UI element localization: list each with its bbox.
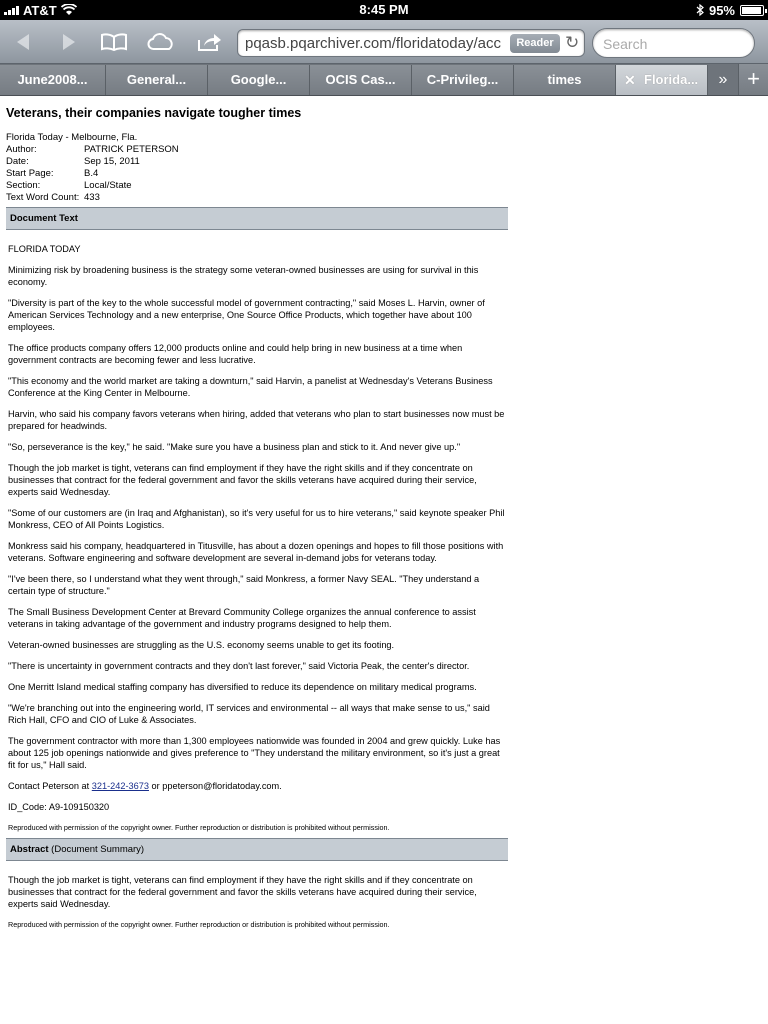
tab-june2008[interactable]: June2008... [0, 65, 106, 95]
tab-c-privileg[interactable]: C-Privileg... [412, 65, 514, 95]
paragraph: "This economy and the world market are taking a downturn," said Harvin, a panelist at Wednesday's Veterans Business Conference at the King Center in Melbourne. [8, 376, 493, 398]
share-button[interactable] [192, 27, 226, 57]
meta-label: Section: [6, 180, 41, 191]
status-right [696, 0, 764, 20]
copyright-notice-2: Reproduced with permission of the copyright owner. Further reproduction or distribution is prohibited without permission. [8, 920, 390, 929]
meta-row-author [6, 144, 508, 156]
tab-google[interactable]: Google... [208, 65, 310, 95]
phone-link[interactable]: 321-242-3673 [91, 781, 149, 791]
paragraph: "So, perseverance is the key," he said. "Make sure you have a business plan and stick to it. And never give up." [8, 442, 461, 452]
meta-row-word-count [6, 192, 508, 204]
paragraph: Harvin, who said his company favors veterans when hiring, added that veterans who plan to start businesses now must be prepared for headwinds. [8, 409, 505, 431]
battery-percent: 95% [708, 2, 735, 18]
paragraph: The office products company offers 12,000 products online and could help bring in new business at a time when government contracts are becoming fewer and less lucrative. [8, 343, 463, 365]
forward-button[interactable] [52, 27, 86, 57]
paragraph: "Some of our customers are (in Iraq and Afghanistan), so it's very useful for us to hire veterans," said keynote speaker Phil Monkress, CEO of All Points Logistics. [8, 508, 505, 530]
reload-icon[interactable]: ↻ [565, 33, 580, 52]
search-placeholder[interactable]: Search [603, 36, 648, 52]
meta-label: Author: [6, 144, 37, 155]
paragraph: Minimizing risk by broadening business is the strategy some veteran-owned businesses are using for survival in this economy. [8, 265, 479, 287]
meta-value: B.4 [84, 168, 99, 179]
article [6, 106, 508, 935]
article-meta [6, 132, 508, 204]
back-arrow-icon [15, 33, 31, 51]
address-bar[interactable] [237, 29, 585, 57]
meta-value: Local/State [84, 180, 132, 191]
paragraph: Monkress said his company, headquartered in Titusville, has about a dozen openings and hopes to fill those positions with veterans. Software engineering and software development are several in-demand jobs for veterans today. [8, 541, 504, 563]
meta-row-start-page [6, 168, 508, 180]
paragraph: One Merritt Island medical staffing company has diversified to reduce its dependence on military medical programs. [8, 682, 477, 692]
paragraph: "I've been there, so I understand what they went through," said Monkress, a former Navy SEAL. "They understand a certain type of structure." [8, 574, 480, 596]
article-title: Veterans, their companies navigate tougher times [6, 106, 302, 120]
tab-bar [0, 64, 768, 96]
paragraph: "Diversity is part of the key to the whole successful model of government contracting," said Moses L. Harvin, owner of American Services Technology and a new enterprise, One Source Office Products, which together have about 100 employees. [8, 298, 485, 332]
meta-row-section [6, 180, 508, 192]
tab-general[interactable]: General... [106, 65, 208, 95]
paragraph: Though the job market is tight, veterans can find employment if they have the right skills and if they concentrate on businesses that contract for the federal government and favor the skills veterans have acquired during their service, experts said Wednesday. [8, 463, 477, 497]
search-field[interactable] [592, 28, 755, 58]
article-source: Florida Today - Melbourne, Fla. [6, 132, 138, 143]
abstract-text: Though the job market is tight, veterans can find employment if they have the right skills and if they concentrate on businesses that contract for the federal government and favor the skills veterans have acquired during their service, experts said Wednesday. [8, 875, 477, 909]
abstract-label-rest: (Document Summary) [48, 844, 145, 855]
meta-row-date [6, 156, 508, 168]
abstract-header [6, 838, 508, 861]
new-tab-button[interactable]: + [738, 64, 768, 95]
meta-label: Date: [6, 156, 29, 167]
bluetooth-icon [696, 4, 704, 16]
meta-label: Text Word Count: [6, 192, 80, 203]
paragraph: The Small Business Development Center at Brevard Community College organizes the annual conference to assist veterans in taking advantage of the government and industry programs designed to help them. [8, 607, 476, 629]
tab-florida-active[interactable] [616, 65, 708, 95]
tab-ocis[interactable]: OCIS Cas... [310, 65, 412, 95]
tab-times[interactable]: times [514, 65, 616, 95]
copyright-notice: Reproduced with permission of the copyright owner. Further reproduction or distribution is prohibited without permission. [8, 823, 390, 832]
meta-value: Sep 15, 2011 [84, 156, 140, 167]
status-bar [0, 0, 768, 20]
paragraph: Veteran-owned businesses are struggling as the U.S. economy seems unable to get its footing. [8, 640, 395, 650]
battery-fill [742, 7, 761, 14]
reader-button[interactable]: Reader [510, 34, 560, 53]
meta-value: PATRICK PETERSON [84, 144, 179, 155]
document-text-label: Document Text [10, 213, 78, 224]
icloud-tabs-button[interactable] [144, 27, 178, 57]
paragraph: The government contractor with more than 1,300 employees nationwide was founded in 2004 and grew quickly. Luke has about 125 job openings nationwide and gives preference to "They understand the military environment, so it's just a great fit for us," Hall said. [8, 736, 501, 770]
url-text[interactable]: pqasb.pqarchiver.com/floridatoday/acc [245, 35, 501, 52]
tab-close-icon[interactable]: ✕ [624, 72, 636, 88]
meta-value: 433 [84, 192, 100, 203]
battery-icon [740, 5, 764, 16]
meta-label: Start Page: [6, 168, 54, 179]
paragraph: "We're branching out into the engineering world, IT services and environmental -- all ways that make sense to us," said Rich Hall, CFO and CIO of Luke & Associates. [8, 703, 490, 725]
contact-line [8, 780, 506, 792]
document-text [6, 243, 508, 834]
more-tabs-icon[interactable]: » [718, 71, 728, 88]
id-code: ID_Code: A9-109150320 [8, 802, 110, 812]
carrier-label: AT&T [23, 2, 57, 18]
abstract-body [6, 874, 508, 931]
web-content [0, 96, 768, 1024]
contact-prefix: Contact Peterson at [8, 781, 92, 791]
book-icon [101, 33, 127, 51]
browser-toolbar [0, 20, 768, 64]
back-button[interactable] [6, 27, 40, 57]
share-icon [196, 32, 222, 52]
paragraph: FLORIDA TODAY [8, 244, 81, 254]
clock: 8:45 PM [359, 2, 409, 17]
bookmarks-button[interactable] [97, 27, 131, 57]
document-text-header [6, 207, 508, 230]
contact-suffix: or ppeterson@floridatoday.com. [148, 781, 282, 791]
forward-arrow-icon [61, 33, 77, 51]
abstract-label: Abstract [10, 844, 49, 855]
tab-florida-label: Florida... [644, 72, 699, 87]
paragraph: "There is uncertainty in government contracts and they don't last forever," said Victoria Peak, the center's director. [8, 661, 470, 671]
cloud-icon [147, 33, 175, 51]
